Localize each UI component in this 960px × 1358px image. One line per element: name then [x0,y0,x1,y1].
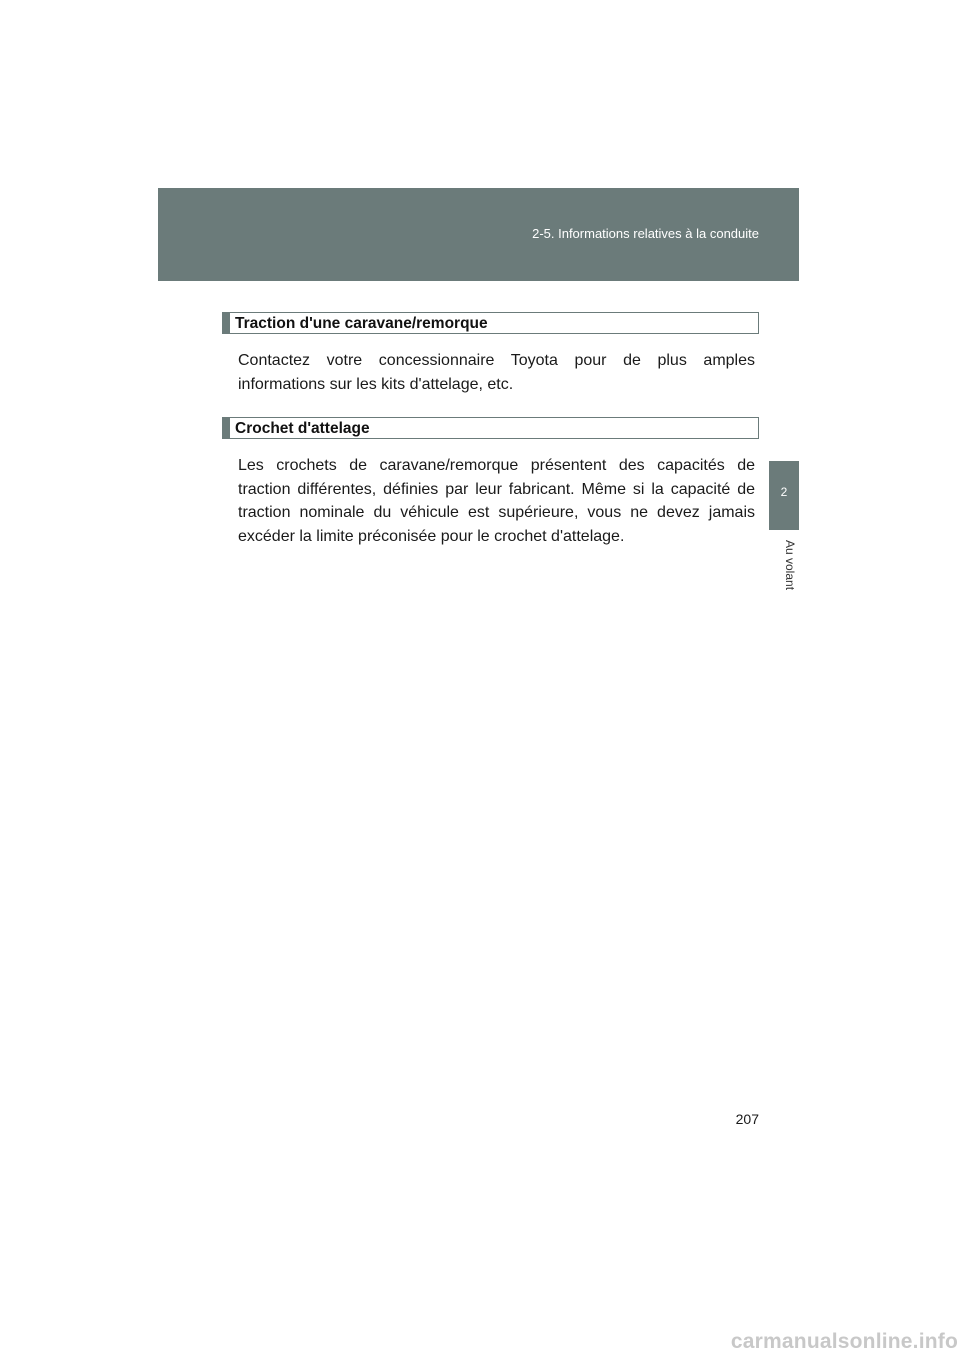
section-heading-hitch [222,417,759,439]
section-heading-text: Crochet d'attelage [235,420,370,437]
chapter-header-bar [158,188,799,281]
chapter-side-tab [769,461,799,530]
section-heading-towing [222,312,759,334]
section-body-towing: Contactez votre concessionnaire Toyota pour de plus amples informations sur les kits d'attelage, etc. [238,352,755,393]
chapter-section-title: 2-5. Informations relatives à la conduite [532,226,759,241]
page-number: 207 [735,1111,759,1127]
chapter-number: 2 [780,485,788,499]
site-watermark: carmanualsonline.info [730,1330,958,1353]
heading-marker [222,312,230,334]
chapter-side-label: Au volant [783,540,797,591]
heading-marker [222,417,230,439]
section-heading-text: Traction d'une caravane/remorque [235,315,488,332]
section-body-hitch: Les crochets de caravane/remorque présentent des capacités de traction différentes, définies par leur fabricant. Même si la capacité de traction nominale du véhicule est supérieure, vous ne devez jamais excéder la limite préconisée pour le crochet d'attelage. [238,457,755,545]
